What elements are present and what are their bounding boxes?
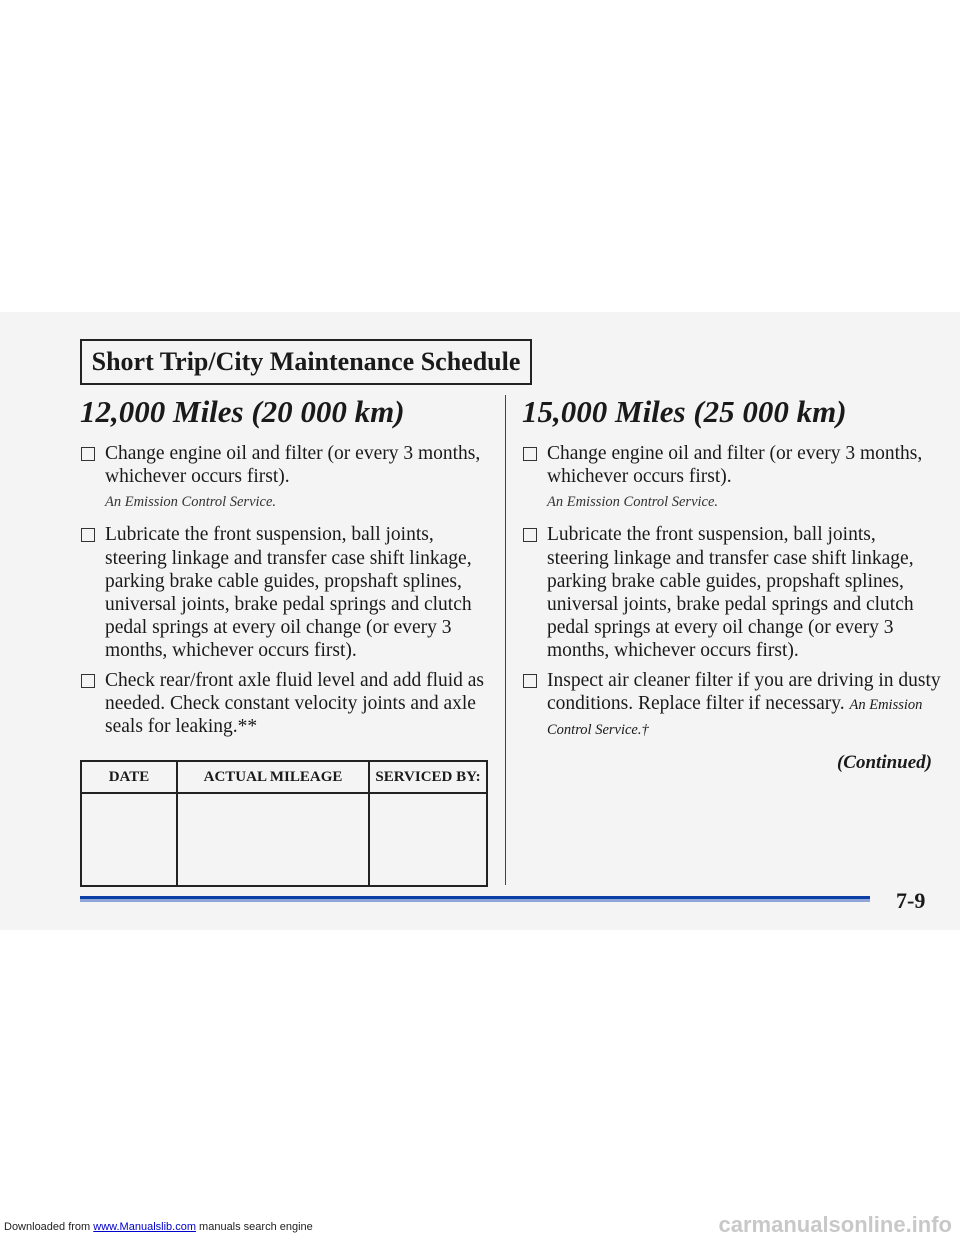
service-log-table (80, 760, 488, 887)
checklist-text: Lubricate the front suspension, ball joints, steering linkage and transfer case shift linkage, parking brake cable guides, propshaft splines, universal joints, brake pedal springs and clutch pedal springs at every oil change (or every 3 months, whichever occurs first). (547, 524, 914, 662)
checkbox-icon[interactable] (81, 528, 95, 542)
right-column (522, 392, 942, 774)
table-cell-serviced-by[interactable] (369, 793, 487, 886)
checklist-item (80, 442, 500, 488)
checklist-text: Inspect air cleaner filter if you are driving in dusty conditions. Replace filter if necessary. (547, 669, 941, 714)
download-footer (4, 1221, 313, 1233)
emission-note-inline: An Emission Control Service.† (547, 696, 923, 739)
table-cell-mileage[interactable] (177, 793, 369, 886)
checkbox-icon[interactable] (523, 674, 537, 688)
mileage-heading-12000: 12,000 Miles (20 000 km) (80, 394, 405, 429)
checklist-item (522, 669, 942, 743)
manualslib-link[interactable]: www.Manualslib.com (93, 1221, 196, 1233)
mileage-heading-15000: 15,000 Miles (25 000 km) (522, 394, 847, 429)
checklist-item (80, 523, 500, 662)
checklist-text: Change engine oil and filter (or every 3 months, whichever occurs first). (547, 443, 923, 488)
table-cell-date[interactable] (81, 793, 177, 886)
checklist-item (80, 669, 500, 739)
checklist-text: Lubricate the front suspension, ball joints, steering linkage and transfer case shift linkage, parking brake cable guides, propshaft splines, universal joints, brake pedal springs and clutch pedal springs at every oil change (or every 3 months, whichever occurs first). (105, 524, 472, 662)
checklist-text: Change engine oil and filter (or every 3 months, whichever occurs first). (105, 443, 481, 488)
checklist-item (522, 442, 942, 488)
left-column (80, 392, 500, 744)
continued-label: (Continued) (836, 752, 932, 774)
checkbox-icon[interactable] (81, 447, 95, 461)
checklist-item (522, 523, 942, 662)
watermark-text: carmanualsonline.info (718, 1212, 952, 1237)
emission-note: An Emission Control Service. (547, 494, 719, 511)
emission-note: An Emission Control Service. (105, 494, 277, 511)
table-header-mileage: ACTUAL MILEAGE (177, 761, 369, 793)
section-title: Short Trip/City Maintenance Schedule (91, 347, 521, 376)
table-header-date: DATE (81, 761, 177, 793)
checkbox-icon[interactable] (81, 674, 95, 688)
checkbox-icon[interactable] (523, 447, 537, 461)
table-header-serviced-by: SERVICED BY: (369, 761, 487, 793)
column-divider (505, 395, 506, 885)
footer-suffix: manuals search engine (199, 1221, 313, 1233)
footer-prefix: Downloaded from (4, 1221, 91, 1233)
checkbox-icon[interactable] (523, 528, 537, 542)
page-number: 7-9 (896, 888, 926, 913)
checklist-text: Check rear/front axle fluid level and add fluid as needed. Check constant velocity joints and axle seals for leaking.** (105, 669, 485, 738)
footer-rule (80, 896, 870, 902)
section-title-box (80, 339, 532, 385)
